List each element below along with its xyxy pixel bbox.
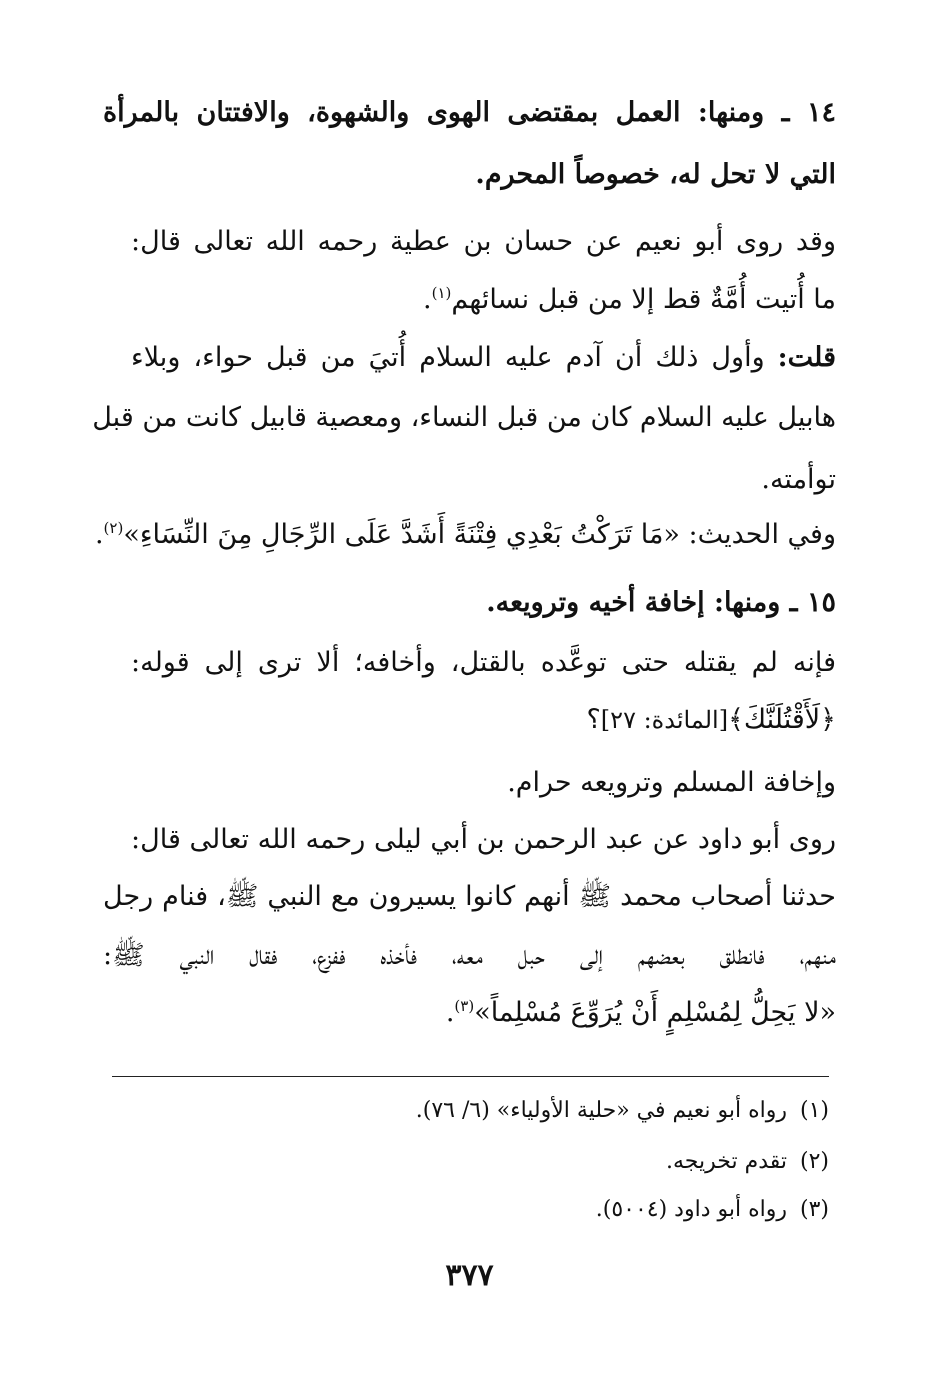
qult-line-1-text: وأول ذلك أن آدم عليه السلام أُتيَ من قبل حواء، وبلاء xyxy=(131,342,765,373)
abu-dawud-line-2: حدثنا أصحاب محمد ﷺ أنهم كانوا يسيرون مع النبي ﷺ، فنام رجل xyxy=(103,881,836,912)
hadith-fitna-text: وفي الحديث: «مَا تَرَكْتُ بَعْدِي فِتْنَةً أَشَدَّ عَلَى الرِّجَالِ مِنَ النِّسَاءِ» xyxy=(123,519,836,550)
section-14-line-2: التي لا تحل له، خصوصاً المحرم. xyxy=(475,159,836,190)
qult-lead: قلت: xyxy=(777,342,836,373)
paragraph-hassan-end: . xyxy=(423,284,432,315)
footnote-2-number: (٢) xyxy=(799,1149,829,1174)
footnote-ref-1[interactable]: (١) xyxy=(431,284,452,302)
paragraph-hassan-line-1: وقد روى أبو نعيم عن حسان بن عطية رحمه الله تعالى قال: xyxy=(131,226,836,257)
paragraph-qult-line-2: هابيل عليه السلام كان من قبل النساء، ومعصية قابيل كانت من قبل xyxy=(92,402,836,433)
footnote-1-text: رواه أبو نعيم في «حلية الأولياء» (٦/ ٧٦). xyxy=(415,1098,787,1123)
footnote-3 xyxy=(229,1195,829,1225)
footnote-ref-2[interactable]: (٢) xyxy=(103,519,124,537)
footnote-1-number: (١) xyxy=(799,1098,829,1123)
quran-reference: [المائدة: ٢٧] xyxy=(600,706,729,734)
paragraph-fear-end: ؟ xyxy=(586,704,601,735)
footnote-3-number: (٣) xyxy=(799,1197,829,1222)
paragraph-qult-line-3: توأمته. xyxy=(761,464,836,495)
hadith-rawwa-text: «لا يَحِلُّ لِمُسْلِمٍ أَنْ يُرَوِّعَ مُسْلِماً» xyxy=(474,997,836,1028)
hadith-rawwa-end: . xyxy=(445,997,455,1028)
abu-dawud-line-3: منهم، فانطلق بعضهم إلى حبل معه، فأخذه ففزع، فقال النبي ﷺ: xyxy=(103,940,836,971)
section-14-line-1: ١٤ ـ ومنها: العمل بمقتضى الهوى والشهوة، والافتتان بالمرأة xyxy=(103,97,836,128)
abu-dawud-line-4 xyxy=(103,993,836,1033)
quran-verse: ﴿لَأَقْتُلَنَّكَ﴾ xyxy=(728,704,836,735)
paragraph-fear-line-1: فإنه لم يقتله حتى توعَّده بالقتل، وأخافه؛ ألا ترى إلى قوله: xyxy=(131,647,836,678)
footnote-2-text: تقدم تخريجه. xyxy=(666,1149,787,1174)
paragraph-hassan-text: ما أُتيت أُمَّةٌ قط إلا من قبل نسائهم xyxy=(451,284,836,315)
abu-dawud-line-1: روى أبو داود عن عبد الرحمن بن أبي ليلى رحمه الله تعالى قال: xyxy=(131,824,836,855)
hadith-fitna-line xyxy=(94,515,836,555)
footnote-2 xyxy=(229,1147,829,1177)
paragraph-qult-line-1 xyxy=(131,338,836,378)
footnote-1 xyxy=(229,1096,829,1126)
footnote-ref-3[interactable]: (٣) xyxy=(454,997,475,1015)
footnote-3-text: رواه أبو داود (٥٠٠٤). xyxy=(595,1197,787,1222)
footnote-divider xyxy=(112,1076,829,1077)
paragraph-fear-line-2 xyxy=(103,700,836,740)
section-15-line: ١٥ ـ ومنها: إخافة أخيه وترويعه. xyxy=(486,587,836,618)
page-number: ٣٧٧ xyxy=(445,1258,494,1293)
hadith-fitna-end: . xyxy=(94,519,104,550)
paragraph-hassan-line-2 xyxy=(103,280,836,320)
paragraph-haram-line: وإخافة المسلم وترويعه حرام. xyxy=(507,767,836,798)
